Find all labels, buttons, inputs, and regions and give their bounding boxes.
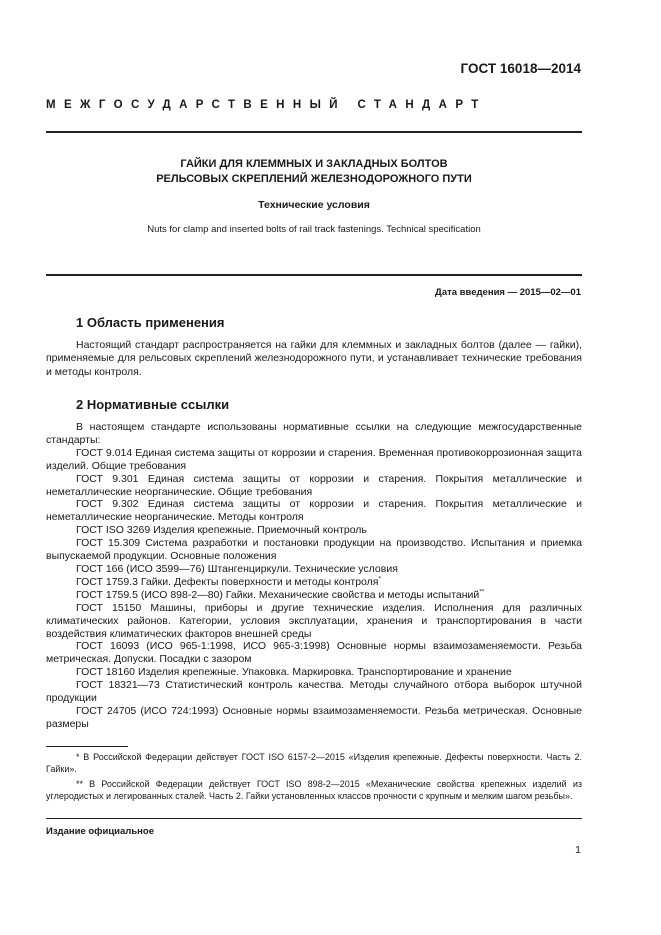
footnote: ** В Российской Федерации действует ГОСТ ISO 898-2—2015 «Механические свойства крепежных изделий из углеродистых и легированных сталей. Часть 2. Гайки установленных классов прочности с крупным и мелким шагом резьбы». <box>46 778 582 802</box>
effective-date: Дата введения — 2015—02—01 <box>435 287 581 298</box>
reference-item: ГОСТ 24705 (ИСО 724:1993) Основные нормы взаимозаменяемости. Резьба метрическая. Основные размеры <box>46 704 582 730</box>
reference-item: ГОСТ 166 (ИСО 3599—76) Штангенциркули. Технические условия <box>76 562 398 575</box>
section1-text: Настоящий стандарт распространяется на гайки для клеммных и закладных болтов (далее — гайки), применяемые для рельсовых скреплений железнодорожного пути, и устанавливает технические требования и методы контроля. <box>46 339 582 378</box>
reference-item: ГОСТ 15.309 Система разработки и постановки продукции на производство. Испытания и приемка выпускаемой продукции. Основные положения <box>46 537 582 563</box>
reference-item: ГОСТ 18321—73 Статистический контроль качества. Методы случайного отбора выборок штучной продукции <box>46 679 582 705</box>
footnote: * В Российской Федерации действует ГОСТ ISO 6157-2—2015 «Изделия крепежные. Дефекты поверхности. Часть 2. Гайки». <box>46 752 582 775</box>
reference-item: ГОСТ 18160 Изделия крепежные. Упаковка. Маркировка. Транспортирование и хранение <box>76 666 512 679</box>
footnote-mark: * <box>378 575 381 583</box>
top-rule <box>46 131 582 133</box>
reference-item: ГОСТ 9.014 Единая система защиты от коррозии и старения. Временная противокоррозионная защита изделий. Общие требования <box>46 446 582 472</box>
reference-item: ГОСТ 16093 (ИСО 965-1:1998, ИСО 965-3:1998) Основные нормы взаимозаменяемости. Резьба метрическая. Допуски. Посадки с зазором <box>46 640 582 666</box>
doc-title-line2: РЕЛЬСОВЫХ СКРЕПЛЕНИЙ ЖЕЛЕЗНОДОРОЖНОГО ПУТИ <box>156 173 472 185</box>
footnote-mark: ** <box>479 588 485 596</box>
footnote-rule <box>46 746 128 747</box>
references-list <box>46 421 582 731</box>
footnotes <box>46 751 582 805</box>
page-number: 1 <box>575 844 581 856</box>
reference-item: ГОСТ ISO 3269 Изделия крепежные. Приемочный контроль <box>76 524 367 537</box>
bottom-rule <box>46 818 582 819</box>
english-title: Nuts for clamp and inserted bolts of rail track fastenings. Technical specification <box>147 224 481 235</box>
reference-item: ГОСТ 1759.5 (ИСО 898-2—80) Гайки. Механические свойства и методы испытаний** <box>76 588 485 601</box>
reference-item: ГОСТ 9.302 Единая система защиты от коррозии и старения. Покрытия металлические и неметаллические неорганические. Методы контроля <box>46 498 582 524</box>
section1-heading: 1 Область применения <box>76 315 225 330</box>
doc-title-line1: ГАЙКИ ДЛЯ КЛЕММНЫХ И ЗАКЛАДНЫХ БОЛТОВ <box>180 158 448 170</box>
section2-heading: 2 Нормативные ссылки <box>76 397 230 412</box>
edition-label: Издание официальное <box>46 826 154 837</box>
doc-subtitle: Технические условия <box>258 199 370 211</box>
reference-item: ГОСТ 15150 Машины, приборы и другие технические изделия. Исполнения для различных климатических районов. Категории, условия эксплуатации, хранения и транспортирования в части воздействия климатических факторов внешней среды <box>46 601 582 640</box>
references-intro: В настоящем стандарте использованы нормативные ссылки на следующие межгосударственные стандарты: <box>46 421 582 446</box>
mid-rule <box>46 274 582 276</box>
doc-title <box>46 157 582 187</box>
reference-item: ГОСТ 9.301 Единая система защиты от коррозии и старения. Покрытия металлические и неметаллические неорганические. Общие требования <box>46 472 582 498</box>
standard-code: ГОСТ 16018—2014 <box>460 61 581 76</box>
standard-type: МЕЖГОСУДАРСТВЕННЫЙ СТАНДАРТ <box>46 99 487 111</box>
reference-item: ГОСТ 1759.3 Гайки. Дефекты поверхности и методы контроля* <box>76 575 381 588</box>
